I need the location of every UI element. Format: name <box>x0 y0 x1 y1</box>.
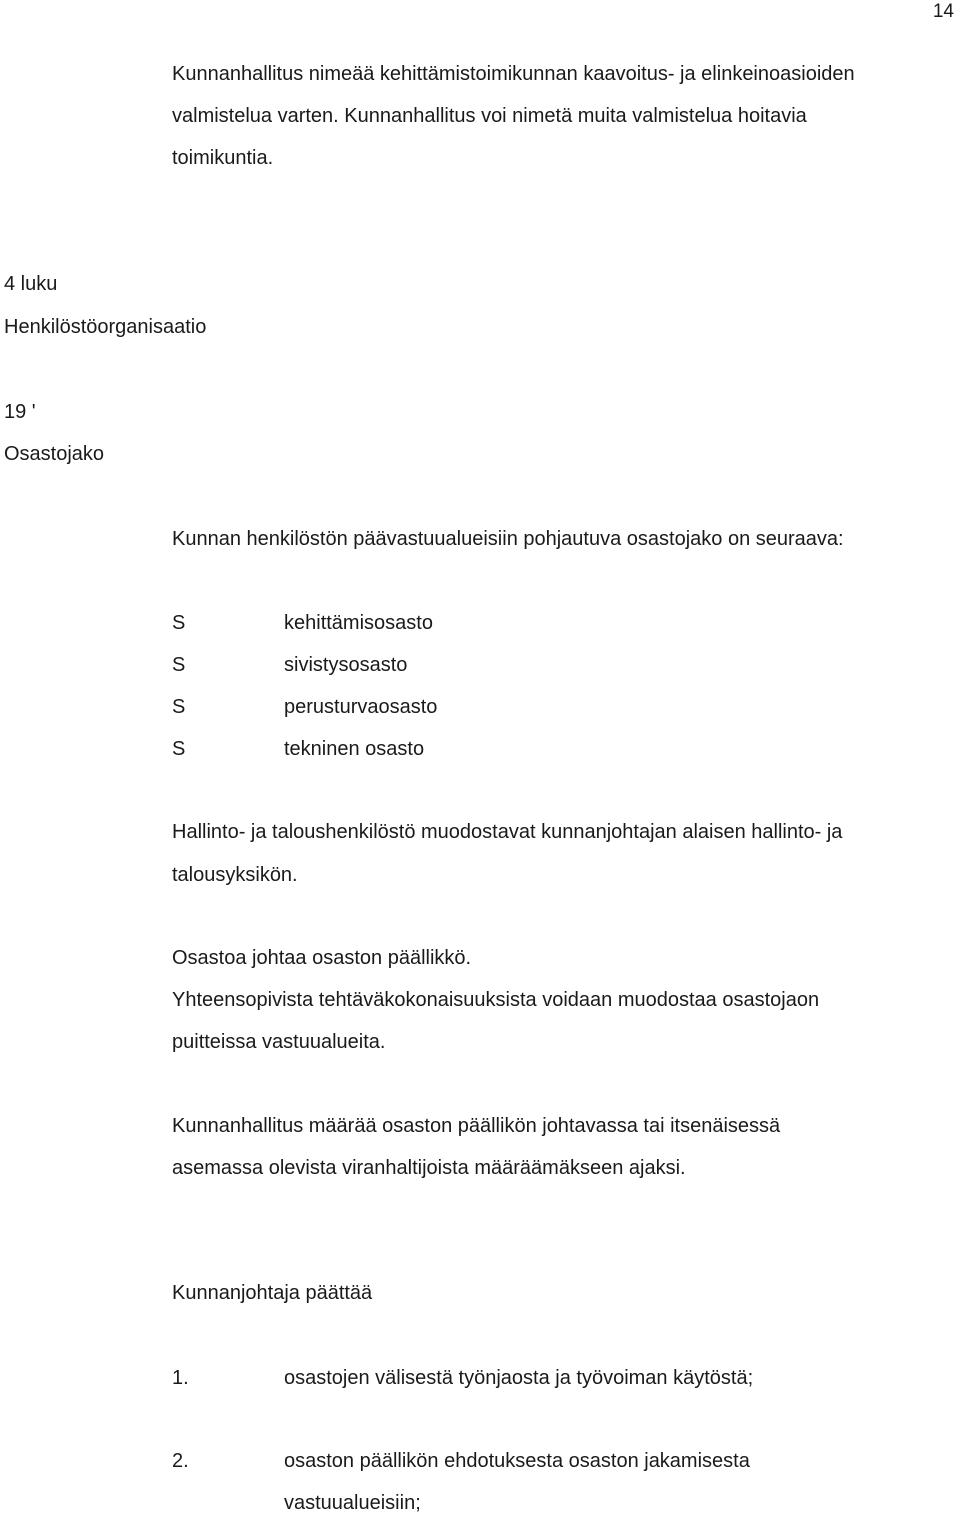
chapter-title: Henkilöstöorganisaatio <box>4 316 207 338</box>
list-item-text: osaston päällikön ehdotuksesta osaston jakamisesta <box>284 1450 750 1472</box>
list-bullet: S <box>172 654 186 676</box>
section-title: Osastojako <box>4 443 105 465</box>
manager-heading: Kunnanjohtaja päättää <box>172 1282 373 1304</box>
intro-line: toimikuntia. <box>172 147 274 169</box>
list-bullet: S <box>172 612 186 634</box>
division-intro: Kunnan henkilöstön päävastuualueisiin pohjautuva osastojako on seuraava: <box>172 528 844 550</box>
section-number: 19 ' <box>4 401 36 423</box>
department-label: kehittämisosasto <box>284 612 433 634</box>
chapter-number: 4 luku <box>4 273 58 295</box>
department-label: tekninen osasto <box>284 738 425 760</box>
intro-line: Kunnanhallitus nimeää kehittämistoimikunnan kaavoitus- ja elinkeinoasioiden <box>172 63 855 85</box>
lead-paragraph-line: Yhteensopivista tehtäväkokonaisuuksista voidaan muodostaa osastojaon <box>172 989 820 1011</box>
board-paragraph-line: asemassa olevista viranhaltijoista määräämäkseen ajaksi. <box>172 1157 686 1179</box>
page-number: 14 <box>932 1 954 22</box>
admin-paragraph-line: talousyksikön. <box>172 864 298 886</box>
list-number: 1. <box>172 1367 189 1389</box>
list-bullet: S <box>172 738 186 760</box>
list-number: 2. <box>172 1450 189 1472</box>
lead-paragraph-line: Osastoa johtaa osaston päällikkö. <box>172 947 472 969</box>
department-label: sivistysosasto <box>284 654 408 676</box>
list-bullet: S <box>172 696 186 718</box>
list-item-text: osastojen välisestä työnjaosta ja työvoiman käytöstä; <box>284 1367 754 1389</box>
lead-paragraph-line: puitteissa vastuualueita. <box>172 1031 386 1053</box>
intro-line: valmistelua varten. Kunnanhallitus voi nimetä muita valmistelua hoitavia <box>172 105 807 127</box>
board-paragraph-line: Kunnanhallitus määrää osaston päällikön johtavassa tai itsenäisessä <box>172 1115 781 1137</box>
list-item-text: vastuualueisiin; <box>284 1492 421 1514</box>
department-label: perusturvaosasto <box>284 696 438 718</box>
admin-paragraph-line: Hallinto- ja taloushenkilöstö muodostavat kunnanjohtajan alaisen hallinto- ja <box>172 821 843 843</box>
